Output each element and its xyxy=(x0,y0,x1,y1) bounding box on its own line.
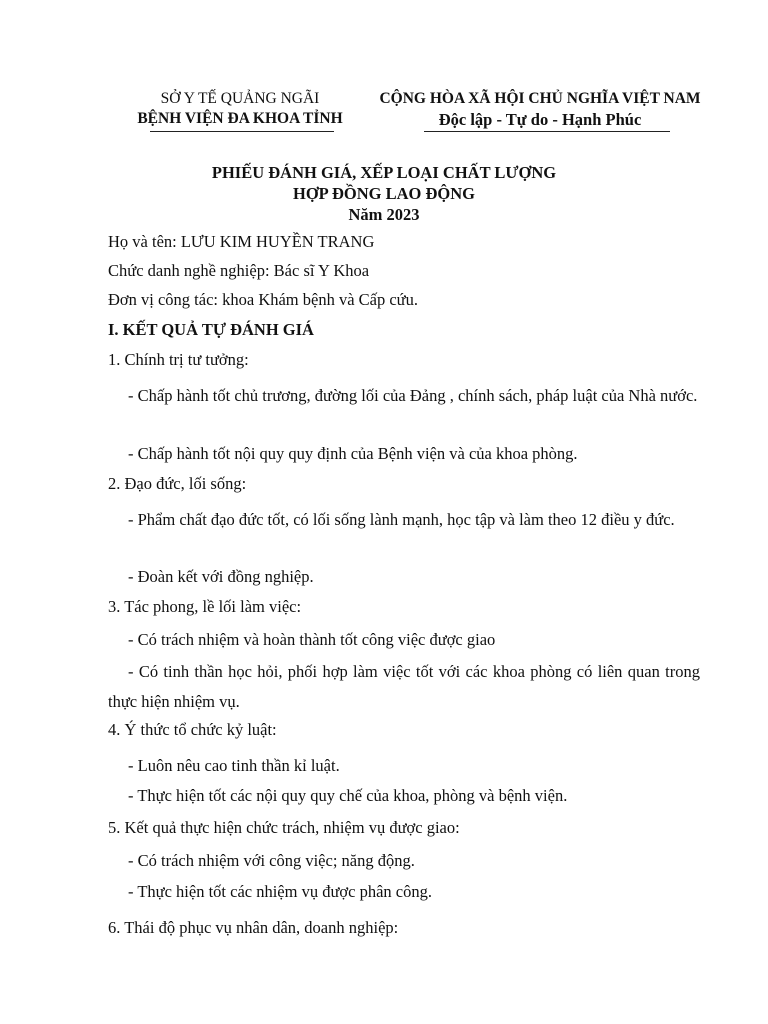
item-heading-6: 6. Thái độ phục vụ nhân dân, doanh nghiệp: xyxy=(108,918,399,937)
header-department: SỞ Y TẾ QUẢNG NGÃI xyxy=(160,90,320,107)
item-1-para-2: - Chấp hành tốt nội quy quy định của Bệnh viện và của khoa phòng. xyxy=(128,444,578,463)
item-1-text-1: - Chấp hành tốt chủ trương, đường lối của Đảng , chính sách, pháp luật của Nhà nước. xyxy=(128,386,698,405)
header-motto: Độc lập - Tự do - Hạnh Phúc xyxy=(438,110,642,129)
item-3-text-2: - Có tinh thần học hỏi, phối hợp làm việc tốt với các khoa phòng có liên quan trong thực hiện nhiệm vụ. xyxy=(108,662,700,711)
item-heading-1: 1. Chính trị tư tưởng: xyxy=(108,350,249,369)
header-country: CỘNG HÒA XÃ HỘI CHỦ NGHĨA VIỆT NAM xyxy=(379,90,701,107)
section-heading: I. KẾT QUẢ TỰ ĐÁNH GIÁ xyxy=(108,320,314,339)
item-2-text-1: - Phẩm chất đạo đức tốt, có lối sống lành mạnh, học tập và làm theo 12 điều y đức. xyxy=(128,510,675,529)
item-1-para-1 xyxy=(108,381,700,411)
employee-title: Chức danh nghề nghiệp: Bác sĩ Y Khoa xyxy=(108,261,370,280)
item-5-para-2: - Thực hiện tốt các nhiệm vụ được phân công. xyxy=(128,882,432,901)
doc-title-line2: HỢP ĐỒNG LAO ĐỘNG xyxy=(293,184,475,203)
item-heading-3: 3. Tác phong, lề lối làm việc: xyxy=(108,597,302,616)
employee-name: Họ và tên: LƯU KIM HUYỀN TRANG xyxy=(108,232,375,251)
item-3-para-1: - Có trách nhiệm và hoàn thành tốt công việc được giao xyxy=(128,630,496,649)
header-right-underline xyxy=(424,131,670,132)
item-5-para-1: - Có trách nhiệm với công việc; năng động. xyxy=(128,851,415,870)
employee-unit: Đơn vị công tác: khoa Khám bệnh và Cấp cứu. xyxy=(108,290,419,309)
header-hospital: BỆNH VIỆN ĐA KHOA TỈNH xyxy=(137,110,343,127)
item-heading-5: 5. Kết quả thực hiện chức trách, nhiệm vụ được giao: xyxy=(108,818,460,837)
item-3-para-2 xyxy=(108,657,700,717)
header-left-underline xyxy=(150,131,334,132)
item-heading-4: 4. Ý thức tổ chức kỷ luật: xyxy=(108,720,277,739)
doc-title-year: Năm 2023 xyxy=(348,205,420,224)
item-2-para-2: - Đoàn kết với đồng nghiệp. xyxy=(128,567,314,586)
doc-title-line1: PHIẾU ĐÁNH GIÁ, XẾP LOẠI CHẤT LƯỢNG xyxy=(211,163,557,182)
item-4-para-2: - Thực hiện tốt các nội quy quy chế của khoa, phòng và bệnh viện. xyxy=(128,786,568,805)
item-2-para-1 xyxy=(108,505,700,535)
item-heading-2: 2. Đạo đức, lối sống: xyxy=(108,474,247,493)
item-4-para-1: - Luôn nêu cao tinh thần kỉ luật. xyxy=(128,756,340,775)
